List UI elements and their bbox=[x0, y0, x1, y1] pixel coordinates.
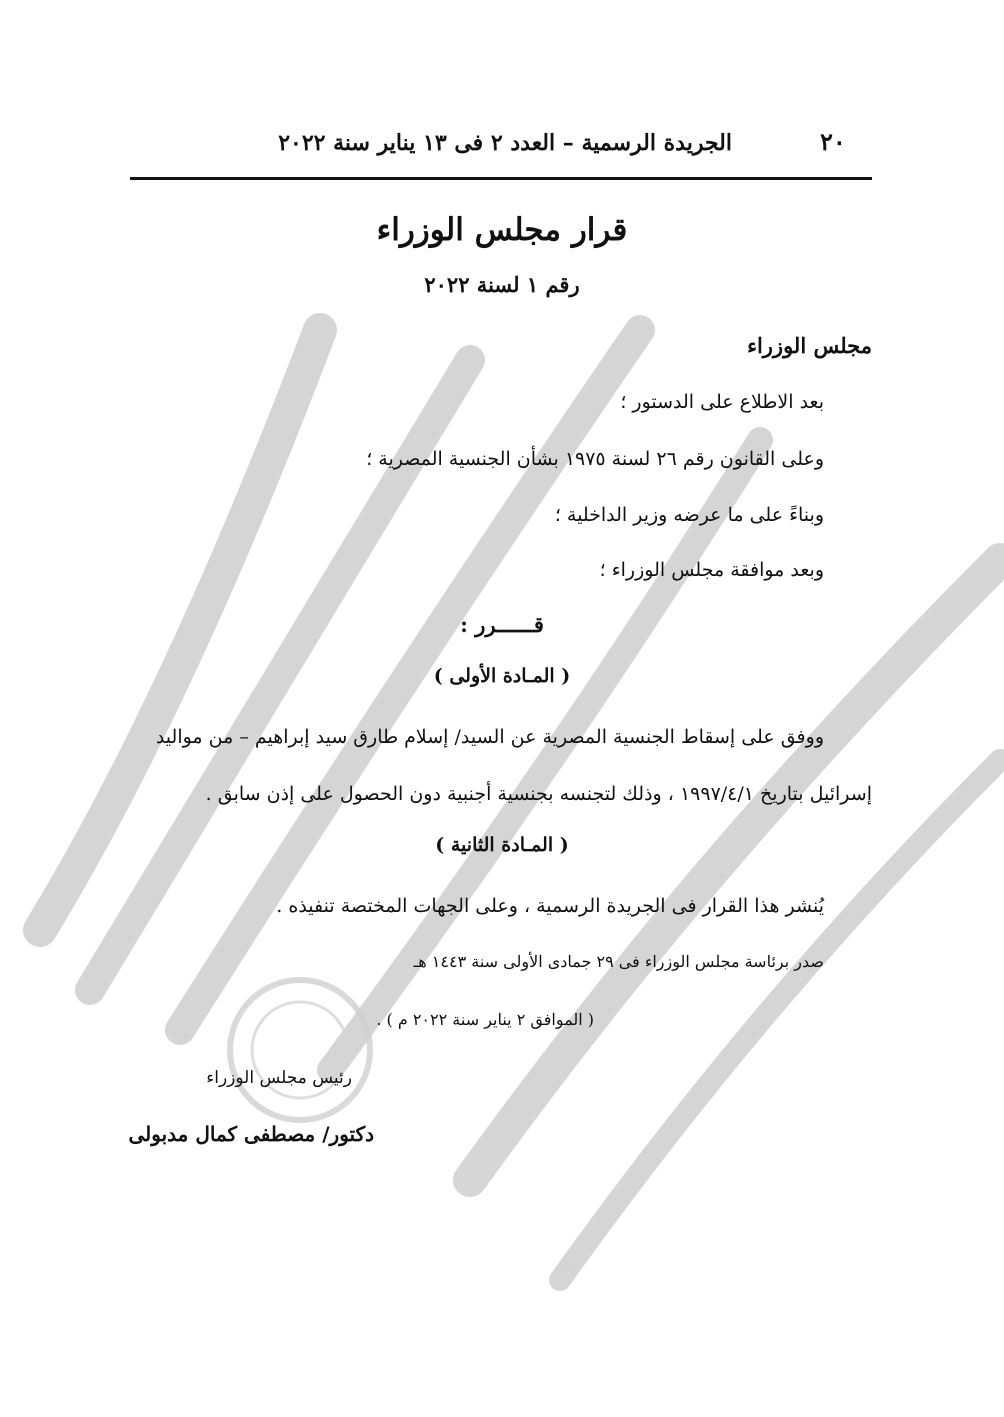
corresponding-date: ( الموافق ٢ يناير سنة ٢٠٢٢ م ) . bbox=[376, 1010, 594, 1029]
seal-mark bbox=[230, 980, 370, 1120]
decree-title: قرار مجلس الوزراء bbox=[376, 212, 628, 248]
preamble-line: وبعد موافقة مجلس الوزراء ؛ bbox=[599, 559, 824, 581]
preamble-line: بعد الاطلاع على الدستور ؛ bbox=[620, 391, 824, 413]
issued-date: صدر برئاسة مجلس الوزراء فى ٢٩ جمادى الأولى سنة ١٤٤٣ هـ bbox=[413, 952, 824, 971]
decided-heading: قــــــرر : bbox=[460, 612, 544, 637]
article-1-text: إسرائيل بتاريخ ١٩٩٧/٤/١ ، وذلك لتجنسه بجنسية أجنبية دون الحصول على إذن سابق . bbox=[205, 783, 872, 805]
preamble-line: وبناءً على ما عرضه وزير الداخلية ؛ bbox=[554, 504, 824, 526]
signatory-name: دكتور/ مصطفى كمال مدبولى bbox=[128, 1122, 374, 1146]
header-divider bbox=[130, 177, 872, 180]
preamble-line: وعلى القانون رقم ٢٦ لسنة ١٩٧٥ بشأن الجنسية المصرية ؛ bbox=[366, 448, 824, 470]
issuer-heading: مجلس الوزراء bbox=[747, 333, 872, 358]
decree-number: رقم ١ لسنة ٢٠٢٢ bbox=[424, 272, 580, 297]
article-1-text: ووفق على إسقاط الجنسية المصرية عن السيد/ إسلام طارق سيد إبراهيم – من مواليد bbox=[155, 726, 824, 748]
article-2-heading: ( المـادة الثانية ) bbox=[435, 834, 569, 856]
page-number: ٢٠ bbox=[820, 127, 846, 156]
article-2-text: يُنشر هذا القرار فى الجريدة الرسمية ، وعلى الجهات المختصة تنفيذه . bbox=[276, 895, 824, 917]
article-1-heading: ( المـادة الأولى ) bbox=[433, 665, 571, 687]
gazette-header-title: الجريدة الرسمية – العدد ٢ فى ١٣ يناير سنة ٢٠٢٢ bbox=[278, 130, 732, 156]
signatory-title: رئيس مجلس الوزراء bbox=[206, 1068, 352, 1088]
